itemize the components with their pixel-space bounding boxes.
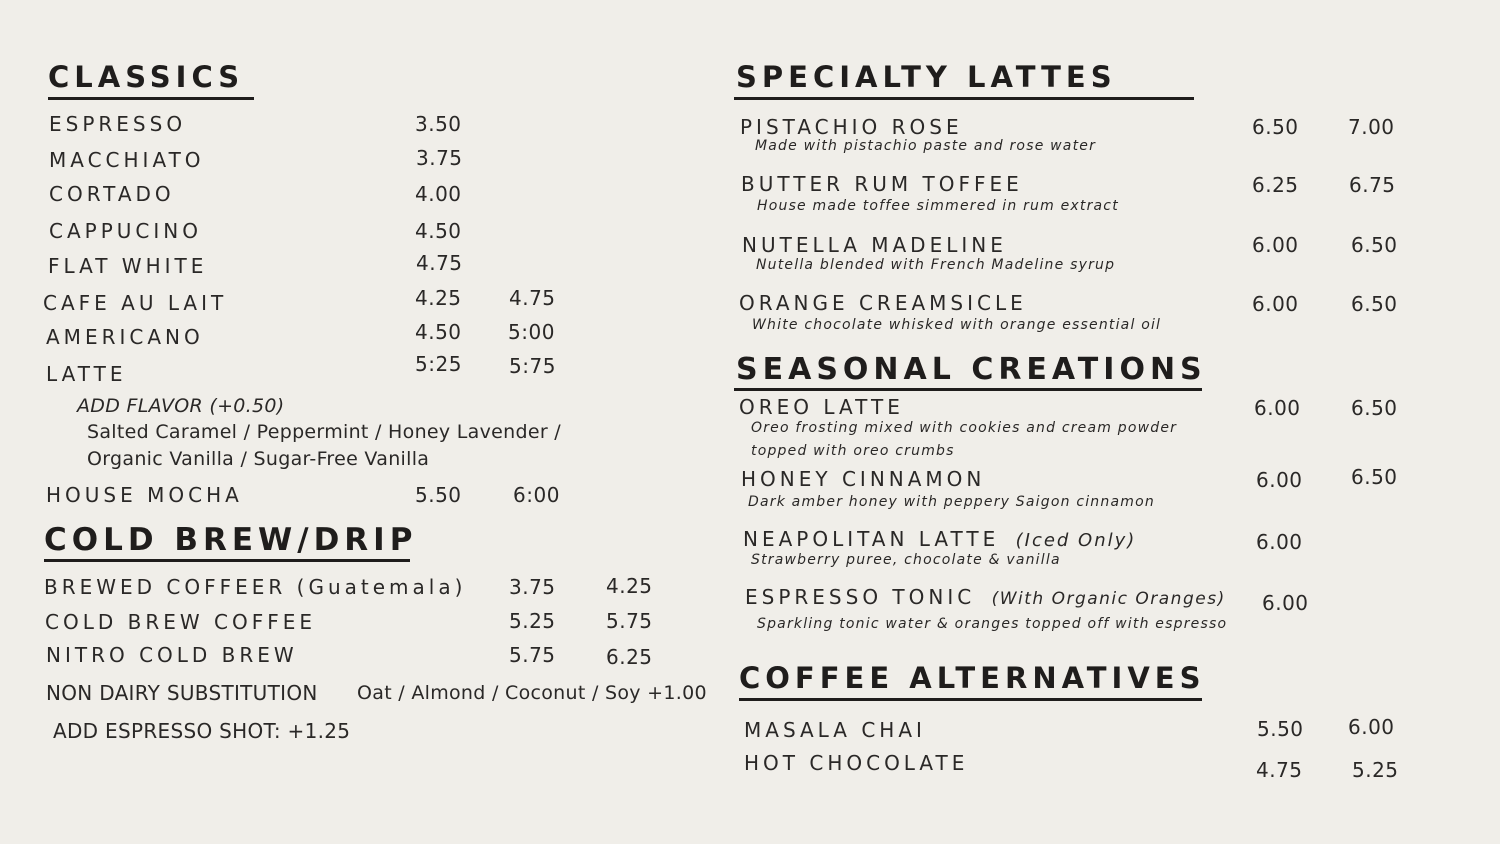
menu-item-description: Oreo frosting mixed with cookies and cream powder — [751, 420, 1178, 436]
flavor-options-line-1: Salted Caramel / Peppermint / Honey Lavender / — [87, 421, 561, 443]
menu-item-price-large: 6.75 — [1349, 173, 1396, 197]
menu-item-description: Strawberry puree, chocolate & vanilla — [751, 552, 1061, 568]
menu-item-price-large: 6.50 — [1351, 233, 1398, 257]
menu-item-name: HONEY CINNAMON — [741, 467, 986, 491]
non-dairy-label: NON DAIRY SUBSTITUTION — [46, 681, 318, 705]
menu-item-price: 4.00 — [415, 182, 462, 206]
menu-item-name — [745, 585, 1226, 609]
menu-item-price: 3.50 — [415, 112, 462, 136]
menu-item-price: 4.50 — [415, 320, 462, 344]
menu-item-description: House made toffee simmered in rum extract — [757, 198, 1119, 214]
menu-item-price: 4.75 — [1256, 758, 1303, 782]
classics-title: CLASSICS — [48, 60, 245, 94]
menu-item-price-large: 5:75 — [509, 354, 556, 378]
menu-item-name: MACCHIATO — [49, 148, 205, 172]
menu-item-description: White chocolate whisked with orange essential oil — [752, 317, 1162, 333]
add-espresso-shot: ADD ESPRESSO SHOT: +1.25 — [53, 719, 351, 743]
menu-item-price: 6.00 — [1256, 468, 1303, 492]
menu-item-price-large: 4.25 — [606, 574, 653, 598]
menu-item-name: COLD BREW COFFEE — [45, 610, 316, 634]
menu-item-name: MASALA CHAI — [744, 718, 926, 742]
menu-item-price: 6.00 — [1252, 233, 1299, 257]
menu-item-price-large: 6:00 — [513, 483, 560, 507]
menu-item-name: ORANGE CREAMSICLE — [739, 291, 1027, 315]
non-dairy-options: Oat / Almond / Coconut / Soy +1.00 — [357, 682, 707, 704]
menu-item-price: 3.75 — [509, 575, 556, 599]
menu-item-name: OREO LATTE — [739, 395, 904, 419]
seasonal-title: SEASONAL CREATIONS — [736, 352, 1207, 387]
menu-item-name: NUTELLA MADELINE — [742, 233, 1007, 257]
menu-item-price: 6.00 — [1262, 591, 1309, 615]
menu-item-description: topped with oreo crumbs — [751, 443, 955, 459]
menu-item-price: 5:25 — [415, 352, 462, 376]
alternatives-title: COFFEE ALTERNATIVES — [739, 661, 1206, 695]
menu-item-price: 4.25 — [415, 286, 462, 310]
seasonal-underline — [734, 388, 1202, 391]
menu-item-name: CORTADO — [49, 182, 175, 206]
menu-item-price-large: 5.75 — [606, 609, 653, 633]
menu-item-note: (With Organic Oranges) — [991, 589, 1226, 609]
menu-item-price: 6.00 — [1256, 530, 1303, 554]
menu-item-name-text: NEAPOLITAN LATTE — [743, 527, 1000, 551]
menu-item-name: AMERICANO — [46, 325, 204, 349]
specialty-underline — [734, 97, 1194, 100]
menu-item-name: ESPRESSO — [49, 112, 187, 136]
menu-item-name: BREWED COFFEER (Guatemala) — [44, 575, 467, 599]
menu-item-price-large: 5:00 — [508, 320, 555, 344]
menu-item-name: HOUSE MOCHA — [46, 483, 243, 507]
cold-brew-underline — [44, 559, 410, 562]
menu-item-price-large: 4.75 — [509, 286, 556, 310]
menu-item-name-text: ESPRESSO TONIC — [745, 585, 976, 609]
menu-item-name: CAFE AU LAIT — [43, 291, 228, 315]
menu-item-name: CAPPUCINO — [49, 219, 202, 243]
menu-item-price: 6.50 — [1252, 115, 1299, 139]
menu-item-name: HOT CHOCOLATE — [744, 751, 969, 775]
menu-item-price: 5.50 — [415, 483, 462, 507]
menu-item-name: BUTTER RUM TOFFEE — [741, 172, 1023, 196]
menu-item-price: 6.00 — [1254, 396, 1301, 420]
menu-item-price: 6.00 — [1252, 292, 1299, 316]
menu-item-description: Made with pistachio paste and rose water — [755, 138, 1097, 154]
menu-item-price: 5.25 — [509, 609, 556, 633]
menu-item-price: 5.50 — [1257, 717, 1304, 741]
specialty-title: SPECIALTY LATTES — [736, 60, 1117, 94]
menu-item-name: NITRO COLD BREW — [46, 643, 298, 667]
menu-item-price: 3.75 — [416, 146, 463, 170]
menu-item-price: 4.75 — [416, 251, 463, 275]
menu-item-price-large: 6.50 — [1351, 396, 1398, 420]
menu-item-name: PISTACHIO ROSE — [740, 115, 963, 139]
menu-item-description: Sparkling tonic water & oranges topped off with espresso — [757, 616, 1228, 632]
flavor-options-line-2: Organic Vanilla / Sugar-Free Vanilla — [87, 448, 430, 470]
menu-item-description: Nutella blended with French Madeline syrup — [756, 257, 1116, 273]
menu-item-price-large: 7.00 — [1348, 115, 1395, 139]
menu-item-price: 5.75 — [509, 643, 556, 667]
alternatives-underline — [739, 698, 1202, 701]
menu-item-price-large: 6.50 — [1351, 292, 1398, 316]
add-flavor-title: ADD FLAVOR (+0.50) — [77, 395, 285, 417]
menu-item-description: Dark amber honey with peppery Saigon cinnamon — [748, 494, 1155, 510]
classics-underline — [48, 97, 254, 100]
menu-item-name: LATTE — [46, 362, 127, 386]
menu-item-name — [743, 527, 1136, 551]
menu-item-price: 6.25 — [1252, 173, 1299, 197]
menu-item-note: (Iced Only) — [1015, 530, 1137, 551]
menu-item-price-large: 6.00 — [1348, 715, 1395, 739]
menu-item-price-large: 5.25 — [1352, 758, 1399, 782]
cold-brew-title: COLD BREW/DRIP — [44, 522, 418, 558]
menu-item-price: 4.50 — [415, 219, 462, 243]
menu-item-price-large: 6.50 — [1351, 465, 1398, 489]
menu-item-name: FLAT WHITE — [48, 254, 208, 278]
menu-item-price-large: 6.25 — [606, 645, 653, 669]
